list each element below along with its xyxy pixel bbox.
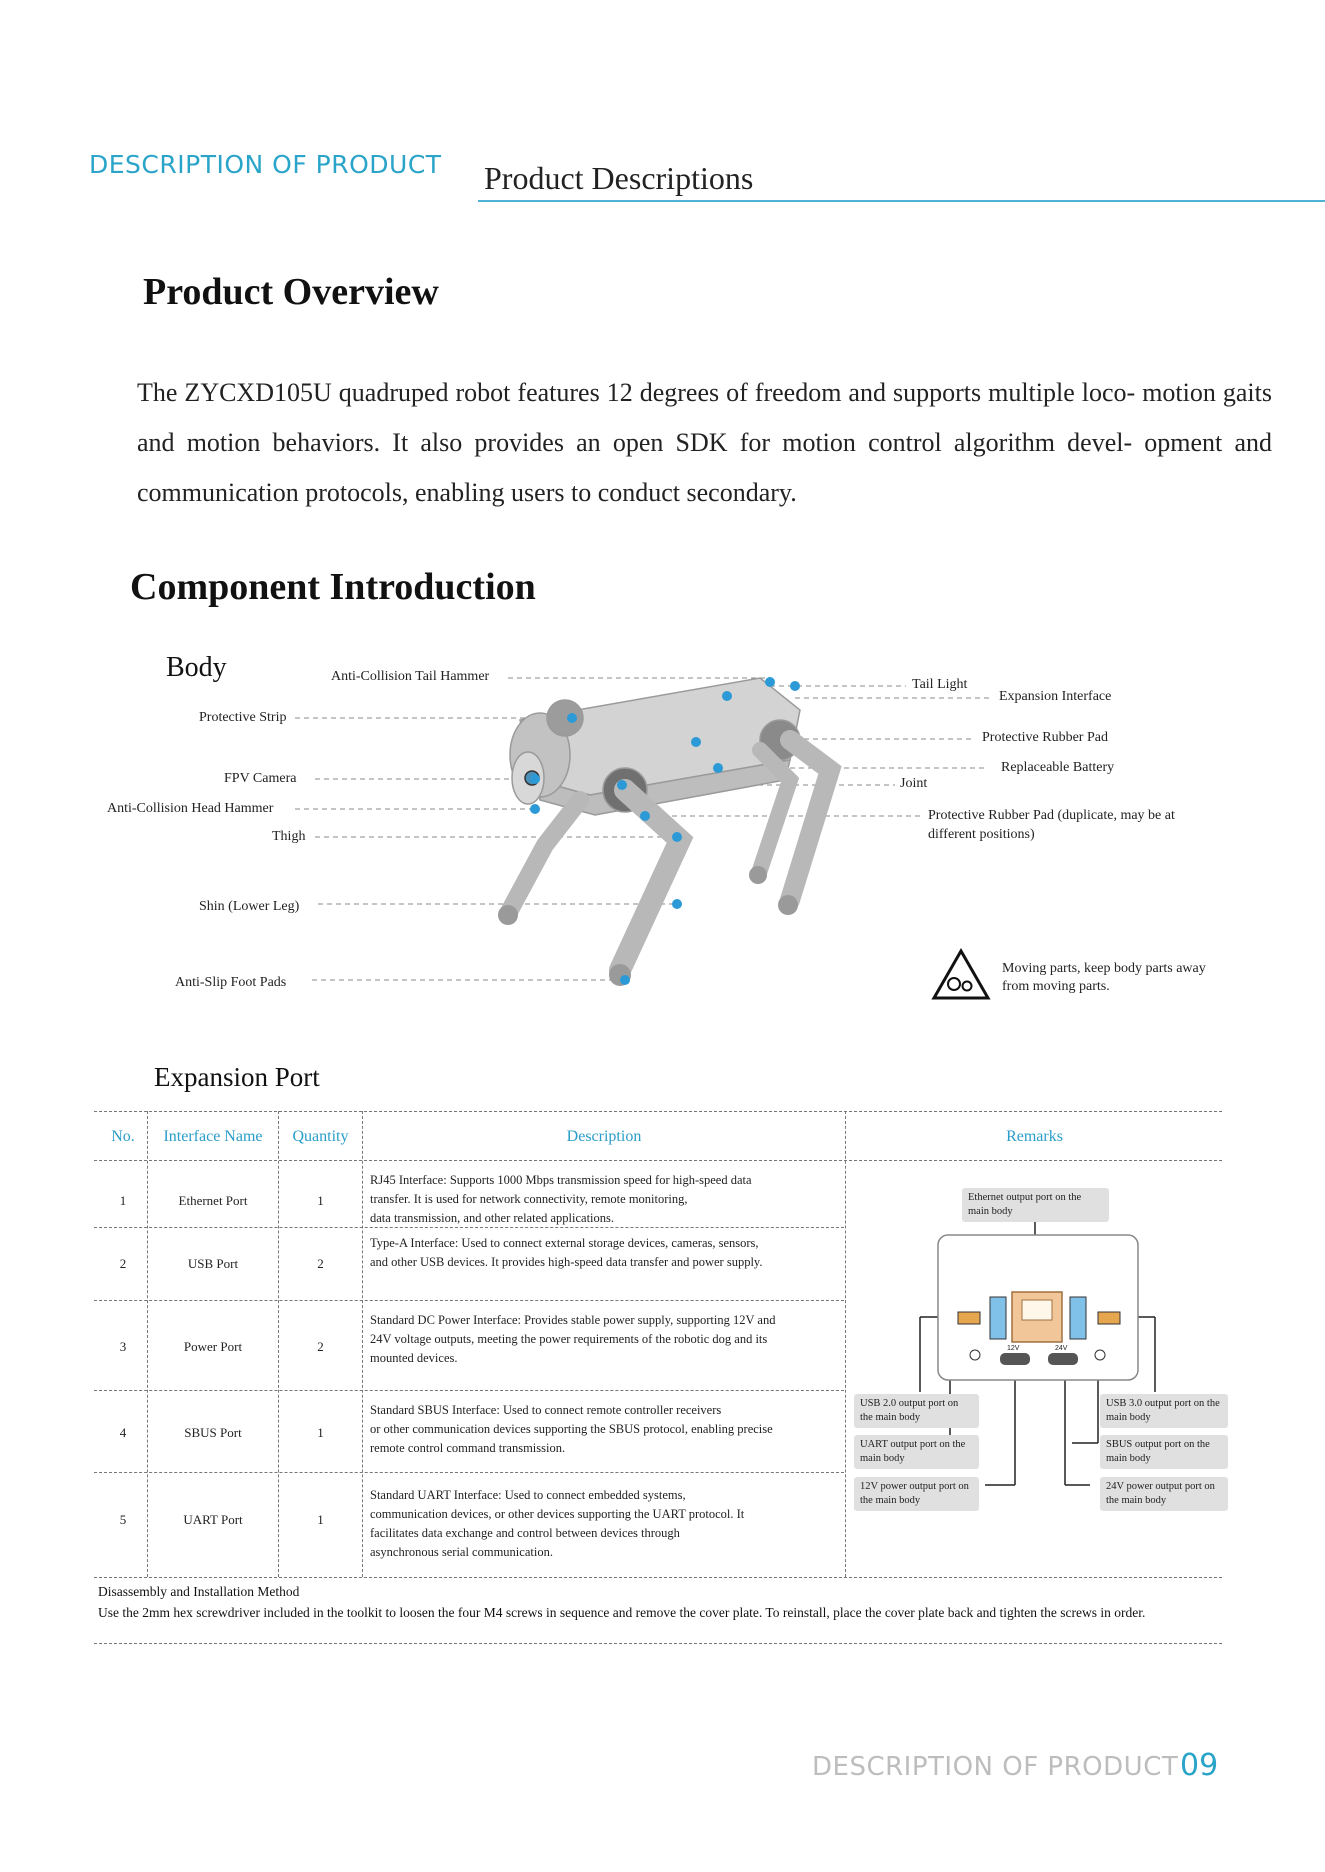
- row-3-name: Power Port: [183, 1339, 243, 1354]
- body-label: Body: [166, 652, 227, 683]
- callout-shin: Shin (Lower Leg): [199, 899, 300, 914]
- row-5-qty: 1: [317, 1512, 324, 1527]
- callout-head-hammer: Anti-Collision Head Hammer: [107, 801, 274, 816]
- section-tag: DESCRIPTION OF PRODUCT: [89, 150, 442, 179]
- table-col-3: [362, 1111, 363, 1577]
- overview-paragraph: The ZYCXD105U quadruped robot features 12 degrees of freedom and supports multiple loco- motion gaits and motion behaviors. It also provides an open SDK for motion control algorithm devel- opment and communication protocols, enabling users to conduct secondary.: [137, 378, 1272, 507]
- label-24v: 24V: [1055, 1345, 1068, 1352]
- remark-uart: UART output port on the main body: [854, 1435, 979, 1469]
- table-line-row2: [94, 1300, 844, 1301]
- table-col-2: [278, 1111, 279, 1577]
- overview-heading: Product Overview: [143, 271, 439, 313]
- remark-12v: 12V power output port on the main body: [854, 1477, 979, 1511]
- remark-usb3: USB 3.0 output port on the main body: [1100, 1394, 1228, 1428]
- components-heading: Component Introduction: [130, 566, 536, 608]
- callout-rubber-pad: Protective Rubber Pad: [982, 730, 1108, 745]
- remark-sbus: SBUS output port on the main body: [1100, 1435, 1228, 1469]
- page-number: 09: [1180, 1748, 1219, 1783]
- remark-usb2: USB 2.0 output port on the main body: [854, 1394, 979, 1428]
- table-line-row3: [94, 1390, 844, 1391]
- page-title: Product Descriptions: [484, 160, 754, 196]
- row-2-name: USB Port: [187, 1256, 239, 1271]
- warning-text: Moving parts, keep body parts away from moving parts.: [1002, 961, 1206, 994]
- callout-protective-strip: Protective Strip: [199, 710, 287, 725]
- callout-tail-hammer: Anti-Collision Tail Hammer: [331, 669, 490, 684]
- th-no: No.: [111, 1128, 135, 1145]
- row-5-no: 5: [119, 1512, 127, 1527]
- remark-ethernet: Ethernet output port on the main body: [962, 1188, 1109, 1222]
- row-5-name: UART Port: [183, 1512, 243, 1527]
- header-divider: [478, 200, 1325, 202]
- callout-foot-pads: Anti-Slip Foot Pads: [175, 975, 287, 990]
- row-2-desc: Type-A Interface: Used to connect external storage devices, cameras, sensors, and other USB devices. It provides high-speed data transfer and power supply.: [370, 1236, 763, 1269]
- label-12v: 12V: [1007, 1345, 1020, 1352]
- row-2-qty: 2: [317, 1256, 324, 1271]
- row-3-qty: 2: [317, 1339, 324, 1354]
- expansion-label: Expansion Port: [154, 1062, 320, 1092]
- callout-thigh: Thigh: [272, 829, 306, 844]
- row-3-no: 3: [119, 1339, 127, 1354]
- disassembly-title: Disassembly and Installation Method: [98, 1584, 300, 1599]
- row-4-qty: 1: [317, 1425, 324, 1440]
- th-quantity: Quantity: [292, 1128, 349, 1145]
- row-1-qty: 1: [317, 1193, 324, 1208]
- th-interface-name: Interface Name: [163, 1128, 263, 1145]
- th-remarks: Remarks: [1006, 1128, 1063, 1145]
- footer-section: DESCRIPTION OF PRODUCT: [812, 1752, 1179, 1782]
- table-line-row4: [94, 1472, 844, 1473]
- callout-joint: Joint: [900, 776, 928, 791]
- row-2-no: 2: [119, 1256, 127, 1271]
- row-1-name: Ethernet Port: [178, 1193, 248, 1208]
- row-4-no: 4: [119, 1425, 127, 1440]
- callout-fpv-camera: FPV Camera: [224, 771, 297, 786]
- callout-expansion-interface: Expansion Interface: [999, 689, 1112, 704]
- row-4-name: SBUS Port: [184, 1425, 242, 1440]
- table-line-header: [94, 1160, 1222, 1161]
- row-3-desc: Standard DC Power Interface: Provides stable power supply, supporting 12V and 24V voltage outputs, meeting the power requirements of the robotic dog and its mounted devices.: [370, 1313, 776, 1365]
- callout-rubber-pad-2-note: different positions): [928, 827, 1035, 842]
- disassembly-text: Use the 2mm hex screwdriver included in the toolkit to loosen the four M4 screws in sequence and remove the cover plate. To reinstall, place the cover plate back and tighten the screws in order.: [98, 1605, 1146, 1620]
- row-4-desc: Standard SBUS Interface: Used to connect remote controller receivers or other communication devices supporting the SBUS protocol, enabling precise remote control command transmission.: [370, 1403, 773, 1455]
- table-col-4: [845, 1111, 846, 1577]
- row-1-no: 1: [119, 1193, 127, 1208]
- warning-gears-icon: [931, 948, 991, 1002]
- callout-battery: Replaceable Battery: [1001, 760, 1115, 775]
- remark-24v: 24V power output port on the main body: [1100, 1477, 1228, 1511]
- th-description: Description: [566, 1128, 642, 1145]
- port-panel-diagram: [850, 1180, 1222, 1520]
- row-5-desc: Standard UART Interface: Used to connect embedded systems, communication devices, or other devices supporting the UART protocol. It facilitates data exchange and control between devices through asynchronous serial communication.: [370, 1488, 745, 1559]
- callout-tail-light: Tail Light: [912, 677, 968, 692]
- table-line-end: [94, 1643, 1222, 1644]
- callout-rubber-pad-2: Protective Rubber Pad (duplicate, may be at: [928, 808, 1175, 823]
- table-line-top: [94, 1111, 1222, 1112]
- row-1-desc: RJ45 Interface: Supports 1000 Mbps transmission speed for high-speed data transfer. It is used for network connectivity, remote monitoring, data transmission, and other related applications.: [370, 1173, 752, 1225]
- table-col-1: [147, 1111, 148, 1577]
- table-line-bottom: [94, 1577, 1222, 1578]
